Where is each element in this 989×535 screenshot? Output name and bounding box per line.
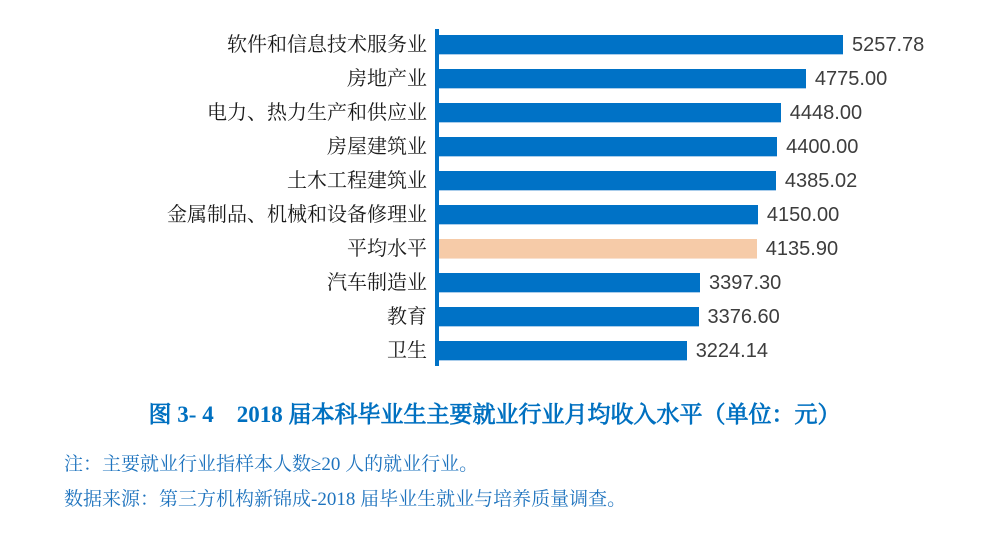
category-label: 软件和信息技术服务业 <box>227 34 427 56</box>
chart-row <box>0 300 989 334</box>
chart-row <box>0 232 989 266</box>
category-label: 汽车制造业 <box>327 272 427 294</box>
chart-row <box>0 266 989 300</box>
value-bar <box>439 205 758 225</box>
value-bar <box>439 103 781 123</box>
category-label: 金属制品、机械和设备修理业 <box>167 204 427 226</box>
chart-row <box>0 334 989 368</box>
chart-row <box>0 96 989 130</box>
chart-row <box>0 28 989 62</box>
category-label: 房屋建筑业 <box>327 136 427 158</box>
value-bar <box>439 35 843 55</box>
chart-row <box>0 164 989 198</box>
value-label: 4775.00 <box>814 67 888 90</box>
category-label: 土木工程建筑业 <box>287 170 427 192</box>
chart-row <box>0 198 989 232</box>
value-bar <box>439 341 687 361</box>
chart-row <box>0 130 989 164</box>
value-bar <box>439 137 777 157</box>
value-bar <box>439 69 806 89</box>
average-bar <box>439 239 757 259</box>
figure-note: 注：主要就业行业指样本人数≥20 人的就业行业。 <box>64 454 479 475</box>
chart-rows <box>0 28 989 368</box>
value-label: 4385.02 <box>784 169 858 192</box>
value-label: 4135.90 <box>765 237 839 260</box>
category-label: 卫生 <box>387 340 427 362</box>
value-bar <box>439 273 700 293</box>
figure-source: 数据来源：第三方机构新锦成-2018 届毕业生就业与培养质量调查。 <box>64 489 627 510</box>
chart-row <box>0 62 989 96</box>
value-label: 4400.00 <box>786 135 859 158</box>
category-label: 平均水平 <box>347 238 427 260</box>
value-label: 4150.00 <box>766 203 840 226</box>
value-label: 3397.30 <box>709 271 782 294</box>
category-label: 教育 <box>387 306 427 328</box>
category-label: 房地产业 <box>347 68 427 90</box>
value-bar <box>439 171 776 191</box>
value-label: 3224.14 <box>695 339 768 362</box>
value-bar <box>439 307 699 327</box>
figure-caption: 图 3- 4 2018 届本科毕业生主要就业行业月均收入水平（单位：元） <box>148 402 841 427</box>
value-label: 5257.78 <box>852 33 925 56</box>
value-label: 4448.00 <box>789 101 863 124</box>
category-label: 电力、热力生产和供应业 <box>207 102 427 124</box>
value-label: 3376.60 <box>707 305 780 328</box>
